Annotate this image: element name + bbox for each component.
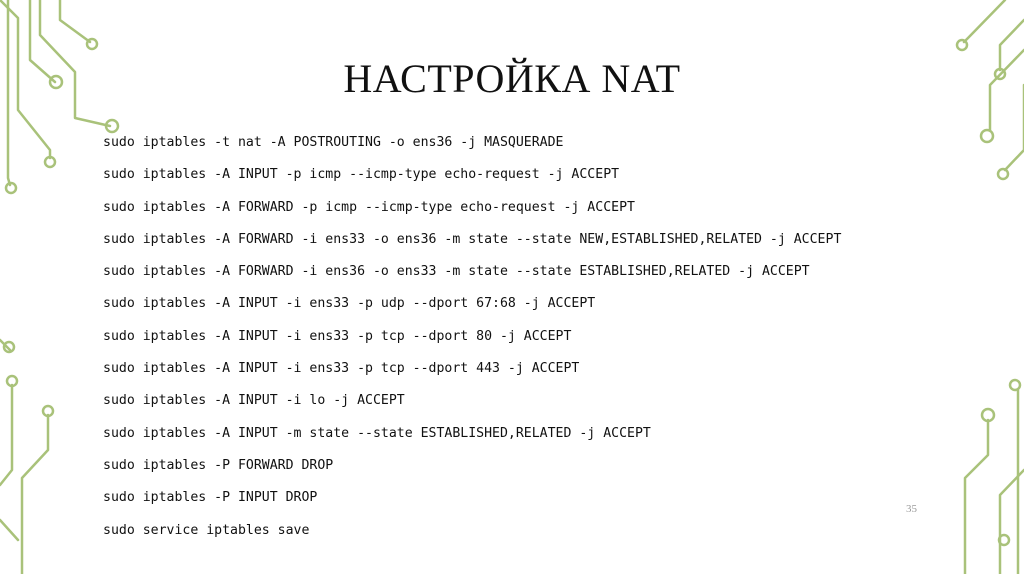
trace-bl-3 [22,415,48,574]
command-line: sudo iptables -A INPUT -i lo -j ACCEPT [103,393,405,409]
trace-br-1 [965,420,988,574]
trace-tl-3 [60,0,90,42]
command-line: sudo iptables -A INPUT -m state --state ESTABLISHED,RELATED -j ACCEPT [103,425,651,441]
trace-bl-2 [0,385,12,485]
command-line: sudo iptables -A INPUT -i ens33 -p udp --dport 67:68 -j ACCEPT [103,296,596,312]
page-number: 35 [906,503,917,515]
command-line: sudo iptables -A INPUT -i ens33 -p tcp --dport 80 -j ACCEPT [103,328,572,344]
command-line: sudo iptables -A FORWARD -p icmp --icmp-type echo-request -j ACCEPT [103,199,635,215]
command-list [103,133,841,553]
command-line: sudo iptables -P FORWARD DROP [103,457,334,473]
trace-bl-4 [0,520,18,540]
command-line: sudo iptables -A FORWARD -i ens33 -o ens36 -m state --state NEW,ESTABLISHED,RELATED -j ACCEPT [103,231,842,247]
trace-tr-1 [964,0,1005,42]
command-line: sudo service iptables save [103,522,310,538]
command-line: sudo iptables -t nat -A POSTROUTING -o ens36 -j MASQUERADE [103,135,564,150]
command-line: sudo iptables -A INPUT -i ens33 -p tcp --dport 443 -j ACCEPT [103,361,580,377]
command-line: sudo iptables -A INPUT -p icmp --icmp-type echo-request -j ACCEPT [103,167,620,183]
trace-br-3 [1000,470,1024,574]
command-line: sudo iptables -A FORWARD -i ens36 -o ens33 -m state --state ESTABLISHED,RELATED -j ACCEPT [103,264,810,280]
slide-title: НАСТРОЙКА NAT [343,56,681,101]
command-line: sudo iptables -P INPUT DROP [103,490,318,506]
